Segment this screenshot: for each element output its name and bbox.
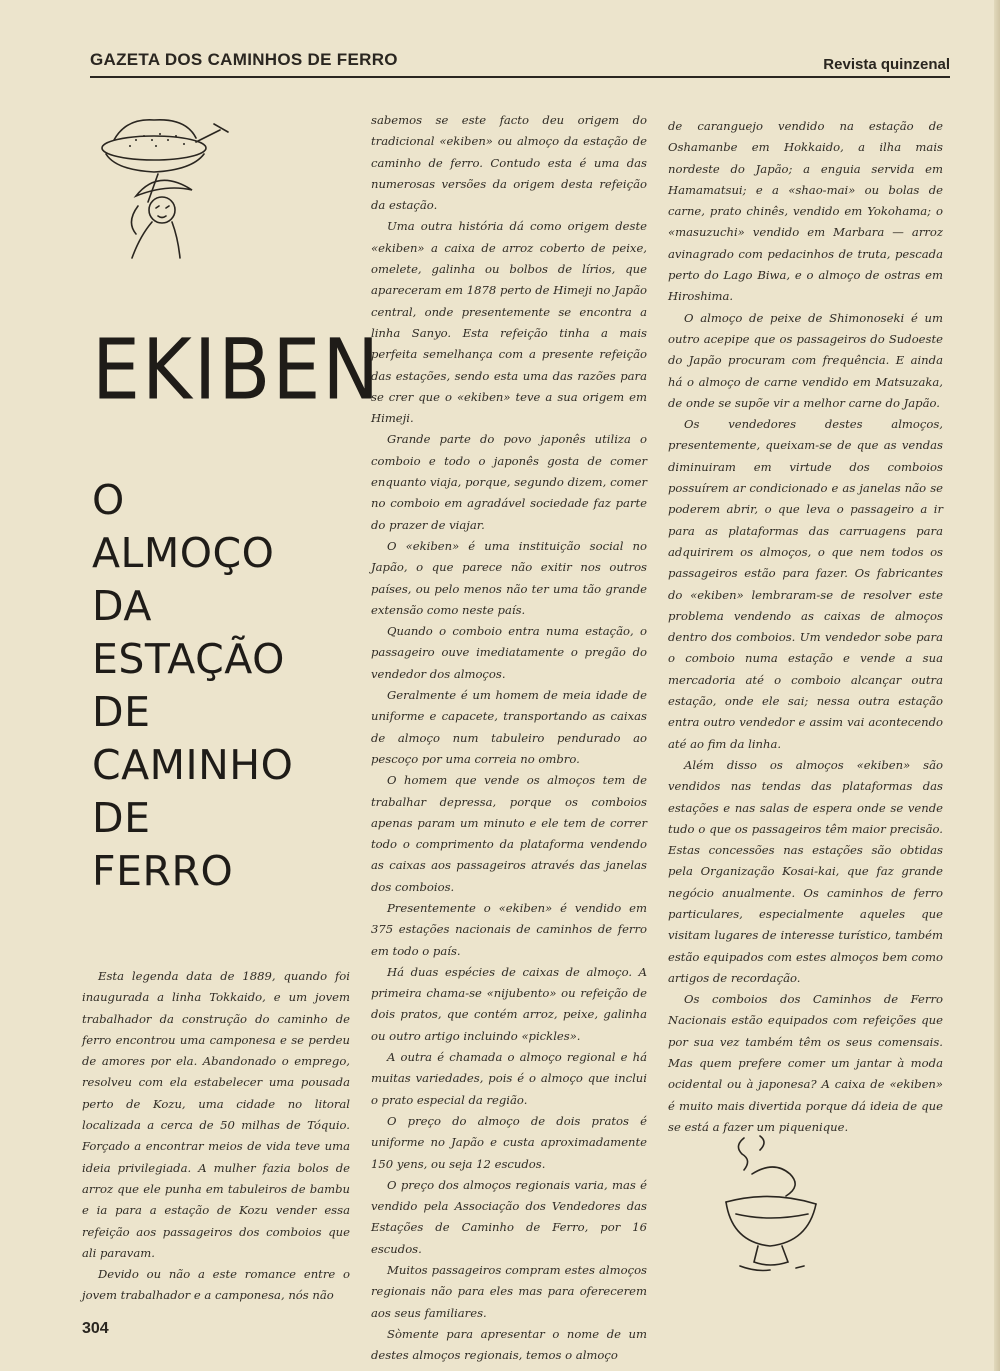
paragraph: O almoço de peixe de Shimonoseki é um outro acepipe que os passageiros do Sudoeste do Japão procuram com frequência. E ainda há o almoço de carne vendido em Matsuzaka, de onde se supõe vir a melhor carne do Japão.: [668, 310, 943, 410]
paragraph: Os vendedores destes almoços, presentemente, queixam-se de que as vendas diminuiram em virtude dos comboios possuírem ar condicionado e as janelas não se poderem abrir, o que leva o passageiro a ir para as plataformas das carruagens para adquirirem os almoços, o que nem todos os passageiros estão para fazer. Os fabricantes do «ekiben» lembraram-se de resolver este problema vendendo as caixas de almoços dentro dos comboios. Um vendedor sobe para o comboio numa estação e vende a sua mercadoria até o comboio alcançar outra estação, onde ele sai; nessa outra estação entra outro vendedor e assim vai acontecendo até ao fim da linha.: [668, 417, 943, 751]
paragraph: de caranguejo vendido na estação de Oshamanbe em Hokkaido, a ilha mais nordeste do Japão; a enguia servida em Hamamatsui; e a «shao-mai» ou bolas de carne, prato chinês, vendido em Yokohama; o «masuzuchi» vendido em Marbara — arroz avinagrado com pedacinhos de truta, pescada perto do Lago Biwa, e o almoço de ostras em Hiroshima.: [668, 119, 943, 304]
subtitle-line: DA: [92, 582, 152, 630]
paragraph: O preço do almoço de dois pratos é uniforme no Japão e custa aproximadamente 150 yens, ou seja 12 escudos.: [371, 1113, 647, 1171]
paragraph: sabemos se este facto deu origem do tradicional «ekiben» ou almoço da estação de caminho de ferro. Contudo esta é uma das numerosas versões da origem desta refeição da estação.: [371, 113, 647, 213]
subtitle-line: CAMINHO: [92, 741, 294, 789]
text-column-right: [668, 116, 943, 1138]
paragraph: O homem que vende os almoços tem de trabalhar depressa, porque os comboios apenas param um minuto e ele tem de correr todo o comprimento da plataforma vendendo as caixas aos passageiros através das janelas dos comboios.: [371, 773, 647, 894]
page-header: [90, 46, 950, 78]
paragraph: A outra é chamada o almoço regional e há muitas variedades, pois é o almoço que inclui o prato especial da região.: [371, 1050, 647, 1107]
paragraph: Os comboios dos Caminhos de Ferro Nacionais estão equipados com refeições que por sua vez também têm os seus comensais. Mas quem prefere comer um jantar à moda ocidental ou à japonesa? A caixa de «ekiben» é muito mais divertida porque dá ideia de que se está a fazer um piquenique.: [668, 992, 943, 1134]
paragraph: Grande parte do povo japonês utiliza o comboio e todo o japonês gosta de comer enquanto viaja, porque, segundo dizem, comer no comboio em agradável sociedade faz parte do prazer de viajar.: [371, 432, 647, 532]
paragraph: O «ekiben» é uma instituição social no Japão, o que parece não exitir nos outros países, ou pelo menos não ter uma tão grande extensão como neste país.: [371, 538, 647, 617]
paragraph: Uma outra história dá como origem deste «ekiben» a caixa de arroz coberto de peixe, omelete, galinha ou bolbos de lírios, que apareceram em 1878 perto de Himeji no Japão central, onde presentemente se encontra a linha Sanyo. Esta refeição tinha a mais perfeita semelhança com a presente refeição das estações, sendo esta uma das razões para se crer que o «ekiben» teve a sua origem em Himeji.: [371, 219, 647, 426]
paragraph: Geralmente é um homem de meia idade de uniforme e capacete, transportando as caixas de almoço num tabuleiro pendurado ao pescoço por uma correia no ombro.: [371, 688, 647, 766]
subtitle-line: ALMOÇO: [92, 529, 275, 577]
subtitle-line: ESTAÇÃO: [92, 635, 285, 683]
paragraph: O preço dos almoços regionais varia, mas é vendido pela Associação dos Vendedores das Estações de Caminho de Ferro, por 16 escudos.: [371, 1177, 647, 1256]
subtitle-line: O: [92, 476, 125, 524]
subtitle-line: DE: [92, 688, 151, 736]
article-title: EKIBEN: [92, 320, 382, 419]
paragraph: Devido ou não a este romance entre o jovem trabalhador e a camponesa, nós não: [82, 1267, 350, 1303]
text-column-left: [82, 966, 350, 1307]
paragraph: Sòmente para apresentar o nome de um destes almoços regionais, temos o almoço: [371, 1326, 647, 1363]
text-column-middle: [371, 110, 647, 1367]
paragraph: Muitos passageiros compram estes almoços regionais não para eles mas para oferecerem aos seus familiares.: [371, 1263, 647, 1320]
publication-title: GAZETA DOS CAMINHOS DE FERRO: [90, 50, 398, 69]
paragraph: Presentemente o «ekiben» é vendido em 375 estações nacionais de caminhos de ferro em todo o país.: [371, 900, 647, 958]
waiter-with-tray-illustration: [96, 110, 244, 262]
publication-tagline: Revista quinzenal: [823, 56, 950, 73]
subtitle-line: FERRO: [92, 847, 234, 895]
article-subtitle: [92, 474, 293, 898]
paragraph: Além disso os almoços «ekiben» são vendidos nas tendas das plataformas das estações e nas salas de espera onde se vende tudo o que os passageiros têm maior precisão. Estas concessões nas estações são obtidas pela Organização Kosai-kai, que faz grande negócio anualmente. Os caminhos de ferro particulares, especialmente aqueles que visitam lugares de interesse turístico, também estão equipados com estes almoços bem como artigos de recordação.: [668, 757, 943, 985]
page-number: 304: [82, 1320, 109, 1337]
subtitle-line: DE: [92, 794, 151, 842]
paragraph: Há duas espécies de caixas de almoço. A primeira chama-se «nijubento» ou refeição de dois pratos, que contém arroz, peixe, galinha ou outro artigo incluindo «pickles».: [371, 964, 647, 1043]
scan-edge: [994, 0, 1000, 1371]
paragraph: Esta legenda data de 1889, quando foi inaugurada a linha Tokkaido, e um jovem trabalhador da construção do caminho de ferro encontrou uma camponesa e se perdeu de amores por ela. Abandonado o emprego, resolveu com ela estabelecer uma pousada perto de Kozu, uma cidade no litoral localizada a cerca de 50 milhas de Tóquio. Forçado a encontrar meios de vida teve uma ideia privilegiada. A mulher fazia bolos de arroz que ele punha em tabuleiros de bambu e ia para a estação de Kozu vender essa refeição aos passageiros dos comboios que ali paravam.: [82, 969, 350, 1260]
steaming-bowl-illustration: [716, 1130, 824, 1280]
paragraph: Quando o comboio entra numa estação, o passageiro ouve imediatamente o pregão do vendedor dos almoços.: [371, 624, 647, 681]
